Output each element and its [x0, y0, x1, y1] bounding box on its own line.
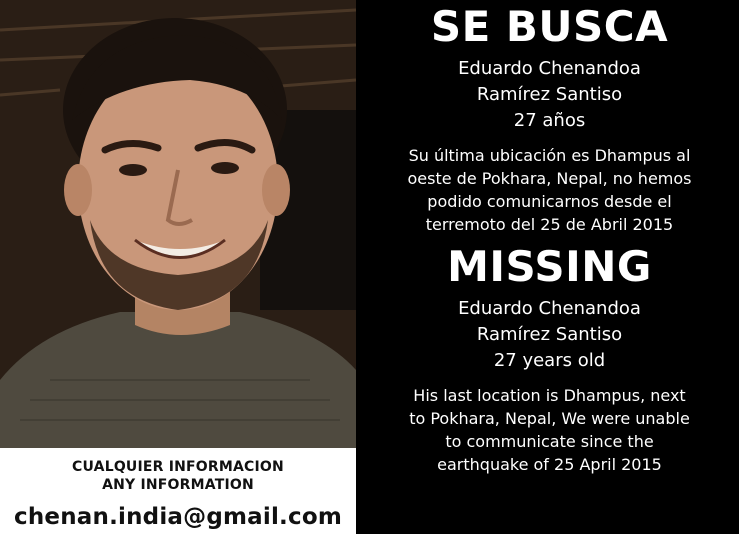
age-spanish: 27 años	[513, 110, 586, 131]
spanish-name-block	[360, 56, 739, 134]
heading-missing: MISSING	[447, 242, 652, 291]
desc-line: terremoto del 25 de Abril 2015	[425, 215, 674, 234]
contact-heading-spanish: CUALQUIER INFORMACION	[72, 459, 284, 475]
age-english: 27 years old	[493, 350, 606, 371]
english-name-block	[360, 296, 739, 374]
heading-se-busca: SE BUSCA	[430, 2, 669, 51]
name-line-2: Ramírez Santiso	[476, 324, 623, 345]
desc-line: Su última ubicación es Dhampus al	[408, 146, 691, 165]
name-line-1: Eduardo Chenandoa	[458, 58, 641, 79]
name-line-2: Ramírez Santiso	[476, 84, 623, 105]
name-line-1: Eduardo Chenandoa	[458, 298, 641, 319]
desc-line: His last location is Dhampus, next	[413, 386, 686, 405]
desc-line: to Pokhara, Nepal, We were unable	[409, 409, 690, 428]
desc-line: earthquake of 25 April 2015	[437, 455, 662, 474]
contact-email[interactable]: chenan.india@gmail.com	[14, 504, 342, 530]
contact-panel	[0, 448, 356, 534]
desc-line: podido comunicarnos desde el	[427, 192, 672, 211]
contact-heading-english: ANY INFORMATION	[102, 477, 254, 493]
portrait-illustration	[0, 0, 356, 448]
person-photo	[0, 0, 356, 448]
desc-line: to communicate since the	[445, 432, 654, 451]
english-description	[360, 384, 739, 476]
text-column	[360, 0, 739, 534]
desc-line: oeste de Pokhara, Nepal, no hemos	[407, 169, 692, 188]
spanish-description	[360, 144, 739, 236]
